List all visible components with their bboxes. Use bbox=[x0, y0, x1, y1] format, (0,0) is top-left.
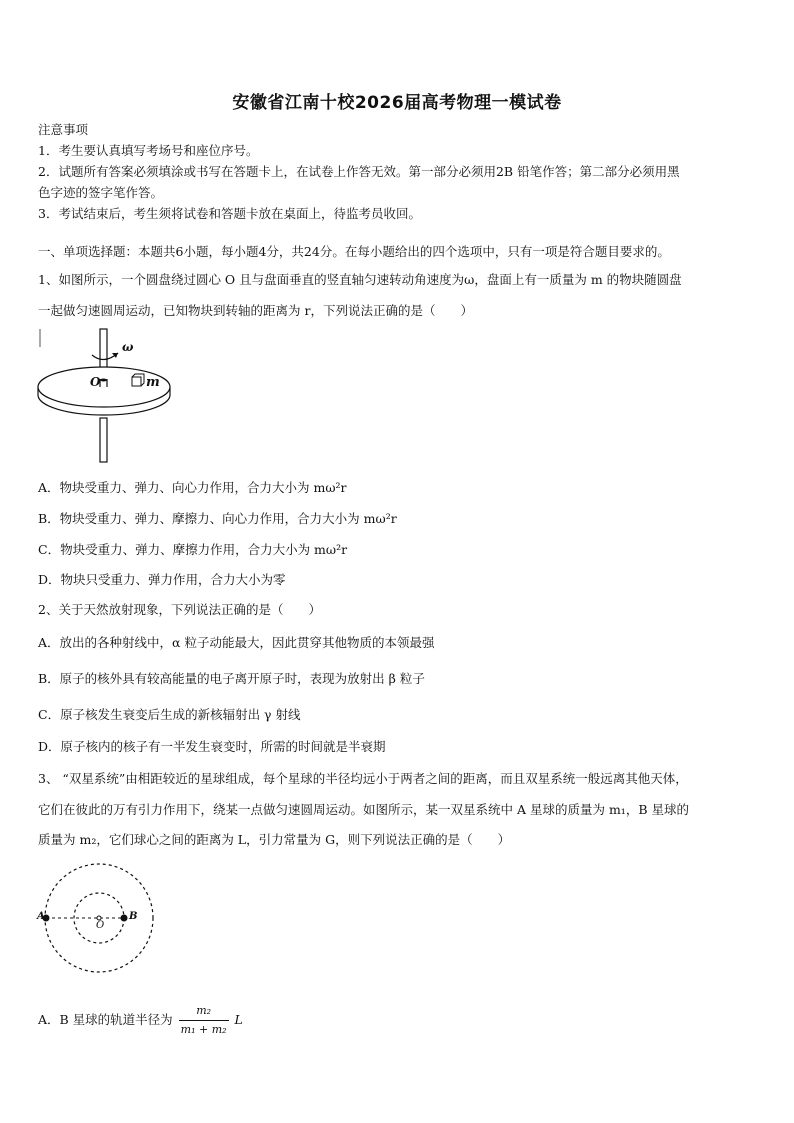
q1-option-d: D．物块只受重力、弹力作用，合力大小为零 bbox=[38, 572, 286, 587]
q3-option-a bbox=[38, 1002, 760, 1039]
section-heading: 一、单项选择题：本题共6小题，每小题4分，共24分。在每小题给出的四个选项中，只有一项是符合题目要求的。 bbox=[38, 244, 670, 259]
notice-item: 2．试题所有答案必须填涂或书写在答题卡上，在试卷上作答无效。第一部分必须用2B 铅笔作答；第二部分必须用黑 bbox=[38, 164, 680, 179]
q1-option-c: C．物块受重力、弹力、摩擦力作用，合力大小为 mω²r bbox=[38, 542, 348, 557]
notice-item: 3．考试结束后，考生须将试卷和答题卡放在桌面上，待监考员收回。 bbox=[38, 206, 421, 221]
q3-stem-line1: 3、 “双星系统”由相距较近的星球组成，每个星球的半径均远小于两者之间的距离，而且双星系统一般远离其他天体， bbox=[38, 771, 688, 786]
q2-option-c: C．原子核发生衰变后生成的新核辐射出 γ 射线 bbox=[38, 707, 301, 722]
q1-option-a: A．物块受重力、弹力、向心力作用，合力大小为 mω²r bbox=[38, 480, 347, 495]
notice-heading: 注意事项 bbox=[38, 122, 89, 137]
q3-binary-star-figure bbox=[36, 860, 160, 978]
q1-omega-label: ω bbox=[122, 340, 134, 354]
q1-option-b: B．物块受重力、弹力、摩擦力、向心力作用，合力大小为 mω²r bbox=[38, 511, 397, 526]
q1-stem-line1: 1、如图所示，一个圆盘绕过圆心 O 且与盘面垂直的竖直轴匀速转动角速度为ω，盘面上有一质量为 m 的物块随圆盘 bbox=[38, 272, 682, 287]
page-title: 安徽省江南十校2026届高考物理一模试卷 bbox=[232, 93, 562, 113]
q3-label-b: B bbox=[129, 911, 138, 922]
q1-center-label: O bbox=[90, 375, 101, 389]
q2-option-d: D．原子核内的核子有一半发生衰变时，所需的时间就是半衰期 bbox=[38, 739, 386, 754]
q1-mass-label: m bbox=[146, 375, 160, 390]
notice-item: 1．考生要认真填写考场号和座位序号。 bbox=[38, 143, 259, 158]
q3-option-a-prefix: A．B 星球的轨道半径为 bbox=[38, 1012, 173, 1027]
q3-option-a-fraction bbox=[179, 1002, 229, 1039]
q3-stem-line3: 质量为 m₂，它们球心之间的距离为 L，引力常量为 G，则下列说法正确的是（ ） bbox=[38, 832, 511, 847]
q1-stem-line2: 一起做匀速圆周运动，已知物块到转轴的距离为 r，下列说法正确的是（ ） bbox=[38, 303, 473, 318]
q2-stem: 2、关于天然放射现象，下列说法正确的是（ ） bbox=[38, 602, 321, 617]
q3-label-o: O bbox=[96, 920, 105, 931]
q3-stem-line2: 它们在彼此的万有引力作用下，绕某一点做匀速圆周运动。如图所示，某一双星系统中 A 星球的质量为 m₁，B 星球的 bbox=[38, 802, 689, 817]
q3-option-a-suffix: L bbox=[234, 1012, 243, 1027]
q1-disc-figure bbox=[34, 325, 184, 465]
notice-item: 色字迹的签字笔作答。 bbox=[38, 185, 164, 200]
q2-option-a: A．放出的各种射线中，α 粒子动能最大，因此贯穿其他物质的本领最强 bbox=[38, 635, 435, 650]
fraction-numerator: m₂ bbox=[179, 1002, 229, 1021]
fraction-denominator: m₁ + m₂ bbox=[180, 1023, 227, 1036]
q3-label-a: A bbox=[37, 911, 45, 922]
q2-option-b: B．原子的核外具有较高能量的电子离开原子时，表现为放射出 β 粒子 bbox=[38, 671, 425, 686]
